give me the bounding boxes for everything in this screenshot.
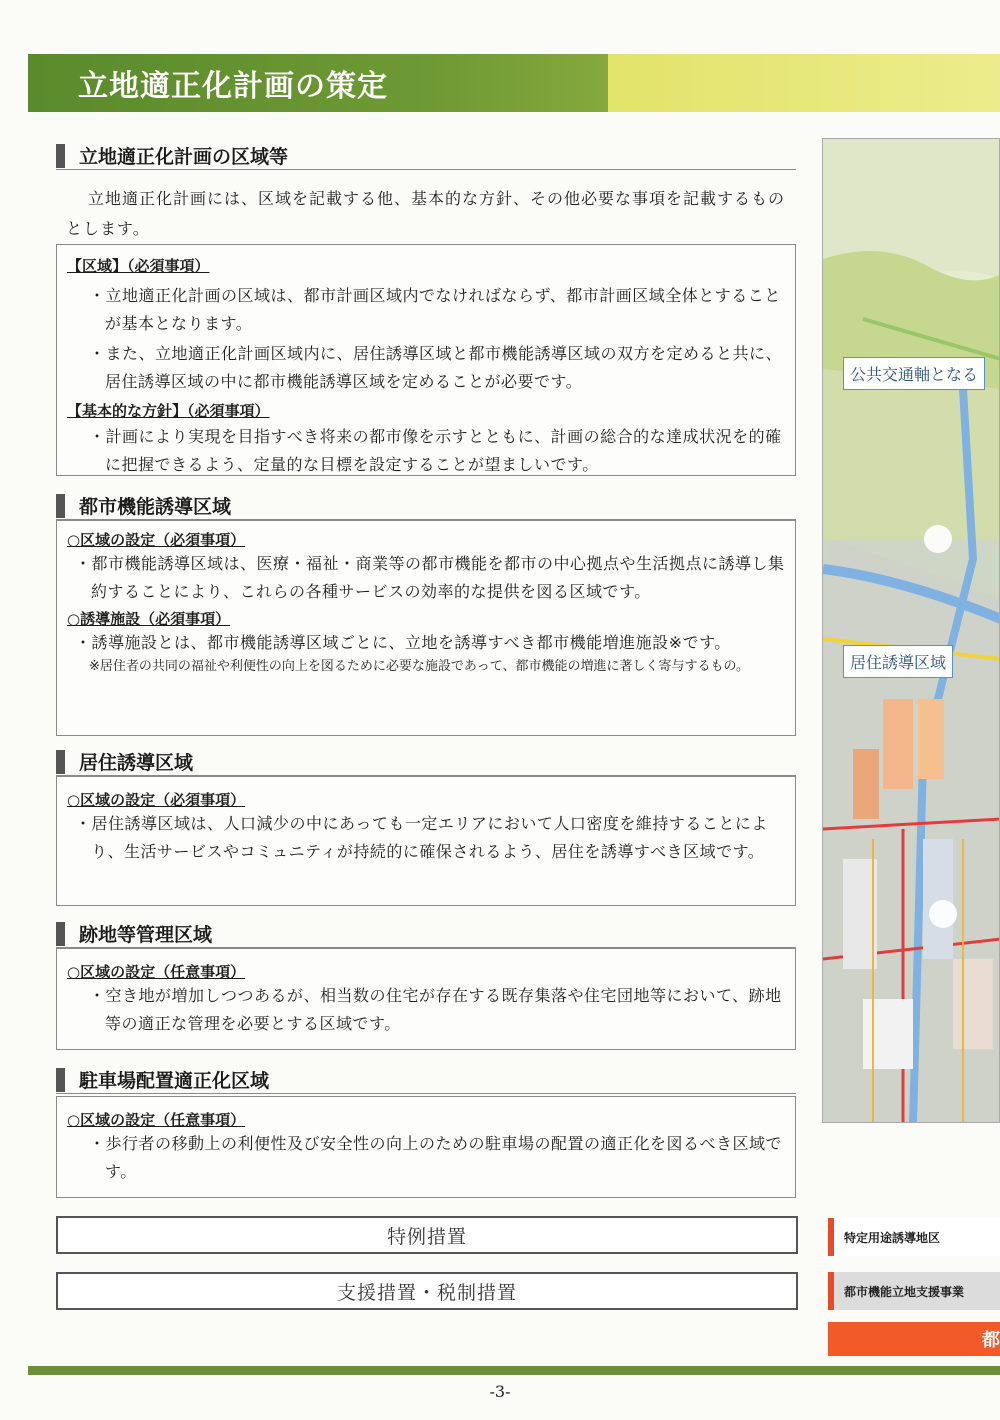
heading-marker	[56, 494, 65, 518]
subheading: ○誘導施設（必須事項）	[67, 610, 231, 628]
heading-text: 都市機能誘導区域	[79, 496, 232, 518]
support-measures-box: 支援措置・税制措置	[56, 1272, 798, 1310]
heading-text: 居住誘導区域	[79, 752, 194, 774]
section-heading-residential	[56, 748, 796, 776]
bullet-item: ・立地適正化計画の区域は、都市計画区域内でなければならず、都市計画区域全体とすることが基本となります。	[89, 286, 781, 333]
heading-text: 跡地等管理区域	[79, 924, 213, 946]
vacant-box	[56, 948, 796, 1050]
section-heading-vacant	[56, 920, 796, 948]
heading-marker	[56, 1068, 65, 1092]
section-heading-area	[56, 142, 796, 170]
title-banner-main	[28, 54, 608, 112]
bullet-item: ・計画により実現を目指すべき将来の都市像を示すとともに、計画の総合的な達成状況を的確に把握できるよう、定量的な目標を設定することが望ましいです。	[89, 427, 782, 474]
subheading-policy: 【基本的な方針】（必須事項）	[67, 402, 270, 420]
area-box	[56, 244, 796, 476]
subheading-area: 【区域】（必須事項）	[67, 257, 210, 275]
subheading: ○区域の設定（任意事項）	[67, 963, 246, 981]
city-illustration-drawing	[823, 139, 1000, 1123]
page-title: 立地適正化計画の策定	[78, 69, 388, 104]
footer-bar	[28, 1366, 1000, 1375]
bullet-item: ・また、立地適正化計画区域内に、居住誘導区域と都市機能誘導区域の双方を定めると共に、居住誘導区域の中に都市機能誘導区域を定めることが必要です。	[89, 344, 783, 391]
bullet-item: ・空き地が増加しつつあるが、相当数の住宅が存在する既存集落や住宅団地等において、跡地等の適正な管理を必要とする区域です。	[89, 986, 782, 1033]
side-tag-specific-use: 特定用途誘導地区	[828, 1218, 1000, 1256]
bullet-item: ・誘導施設とは、都市機能誘導区域ごとに、立地を誘導すべき都市機能増進施設※です。	[75, 633, 731, 652]
subheading: ○区域の設定（必須事項）	[67, 531, 246, 549]
subheading: ○区域の設定（必須事項）	[67, 791, 246, 809]
parking-box	[56, 1096, 796, 1198]
bullet-item: ・歩行者の移動上の利便性及び安全性の向上のための駐車場の配置の適正化を図るべき区域です。	[89, 1134, 783, 1181]
intro-paragraph: 立地適正化計画には、区域を記載する他、基本的な方針、その他必要な事項を記載するものとします。	[66, 189, 786, 238]
title-banner-accent	[608, 54, 1000, 112]
residential-area-label: 居住誘導区域	[843, 645, 953, 678]
city-illustration	[822, 138, 1000, 1123]
heading-marker	[56, 750, 65, 774]
bullet-item: ・都市機能誘導区域は、医療・福祉・商業等の都市機能を都市の中心拠点や生活拠点に誘導し集約することにより、これらの各種サービスの効率的な提供を図る区域です。	[75, 554, 785, 601]
transit-axis-label: 公共交通軸となる	[843, 357, 985, 390]
heading-marker	[56, 922, 65, 946]
title-banner	[28, 54, 1000, 112]
urban-box	[56, 520, 796, 736]
footnote: ※居住者の共同の福祉や利便性の向上を図るために必要な施設であって、都市機能の増進に著しく寄与するもの。	[89, 659, 749, 674]
section-heading-parking	[56, 1066, 796, 1094]
side-tag-urban-support: 都市機能立地支援事業	[828, 1272, 1000, 1310]
heading-text: 駐車場配置適正化区域	[79, 1070, 270, 1092]
heading-marker	[56, 144, 65, 168]
page-number: -3-	[489, 1382, 511, 1401]
heading-text: 立地適正化計画の区域等	[79, 146, 289, 168]
bullet-item: ・居住誘導区域は、人口減少の中にあっても一定エリアにおいて人口密度を維持することにより、生活サービスやコミュニティが持続的に確保されるよう、居住を誘導すべき区域です。	[75, 814, 768, 861]
side-tag-partial: 都	[828, 1322, 1000, 1356]
special-measures-box: 特例措置	[56, 1216, 798, 1254]
residential-box	[56, 776, 796, 906]
section-heading-urban	[56, 492, 796, 520]
subheading: ○区域の設定（任意事項）	[67, 1111, 246, 1129]
